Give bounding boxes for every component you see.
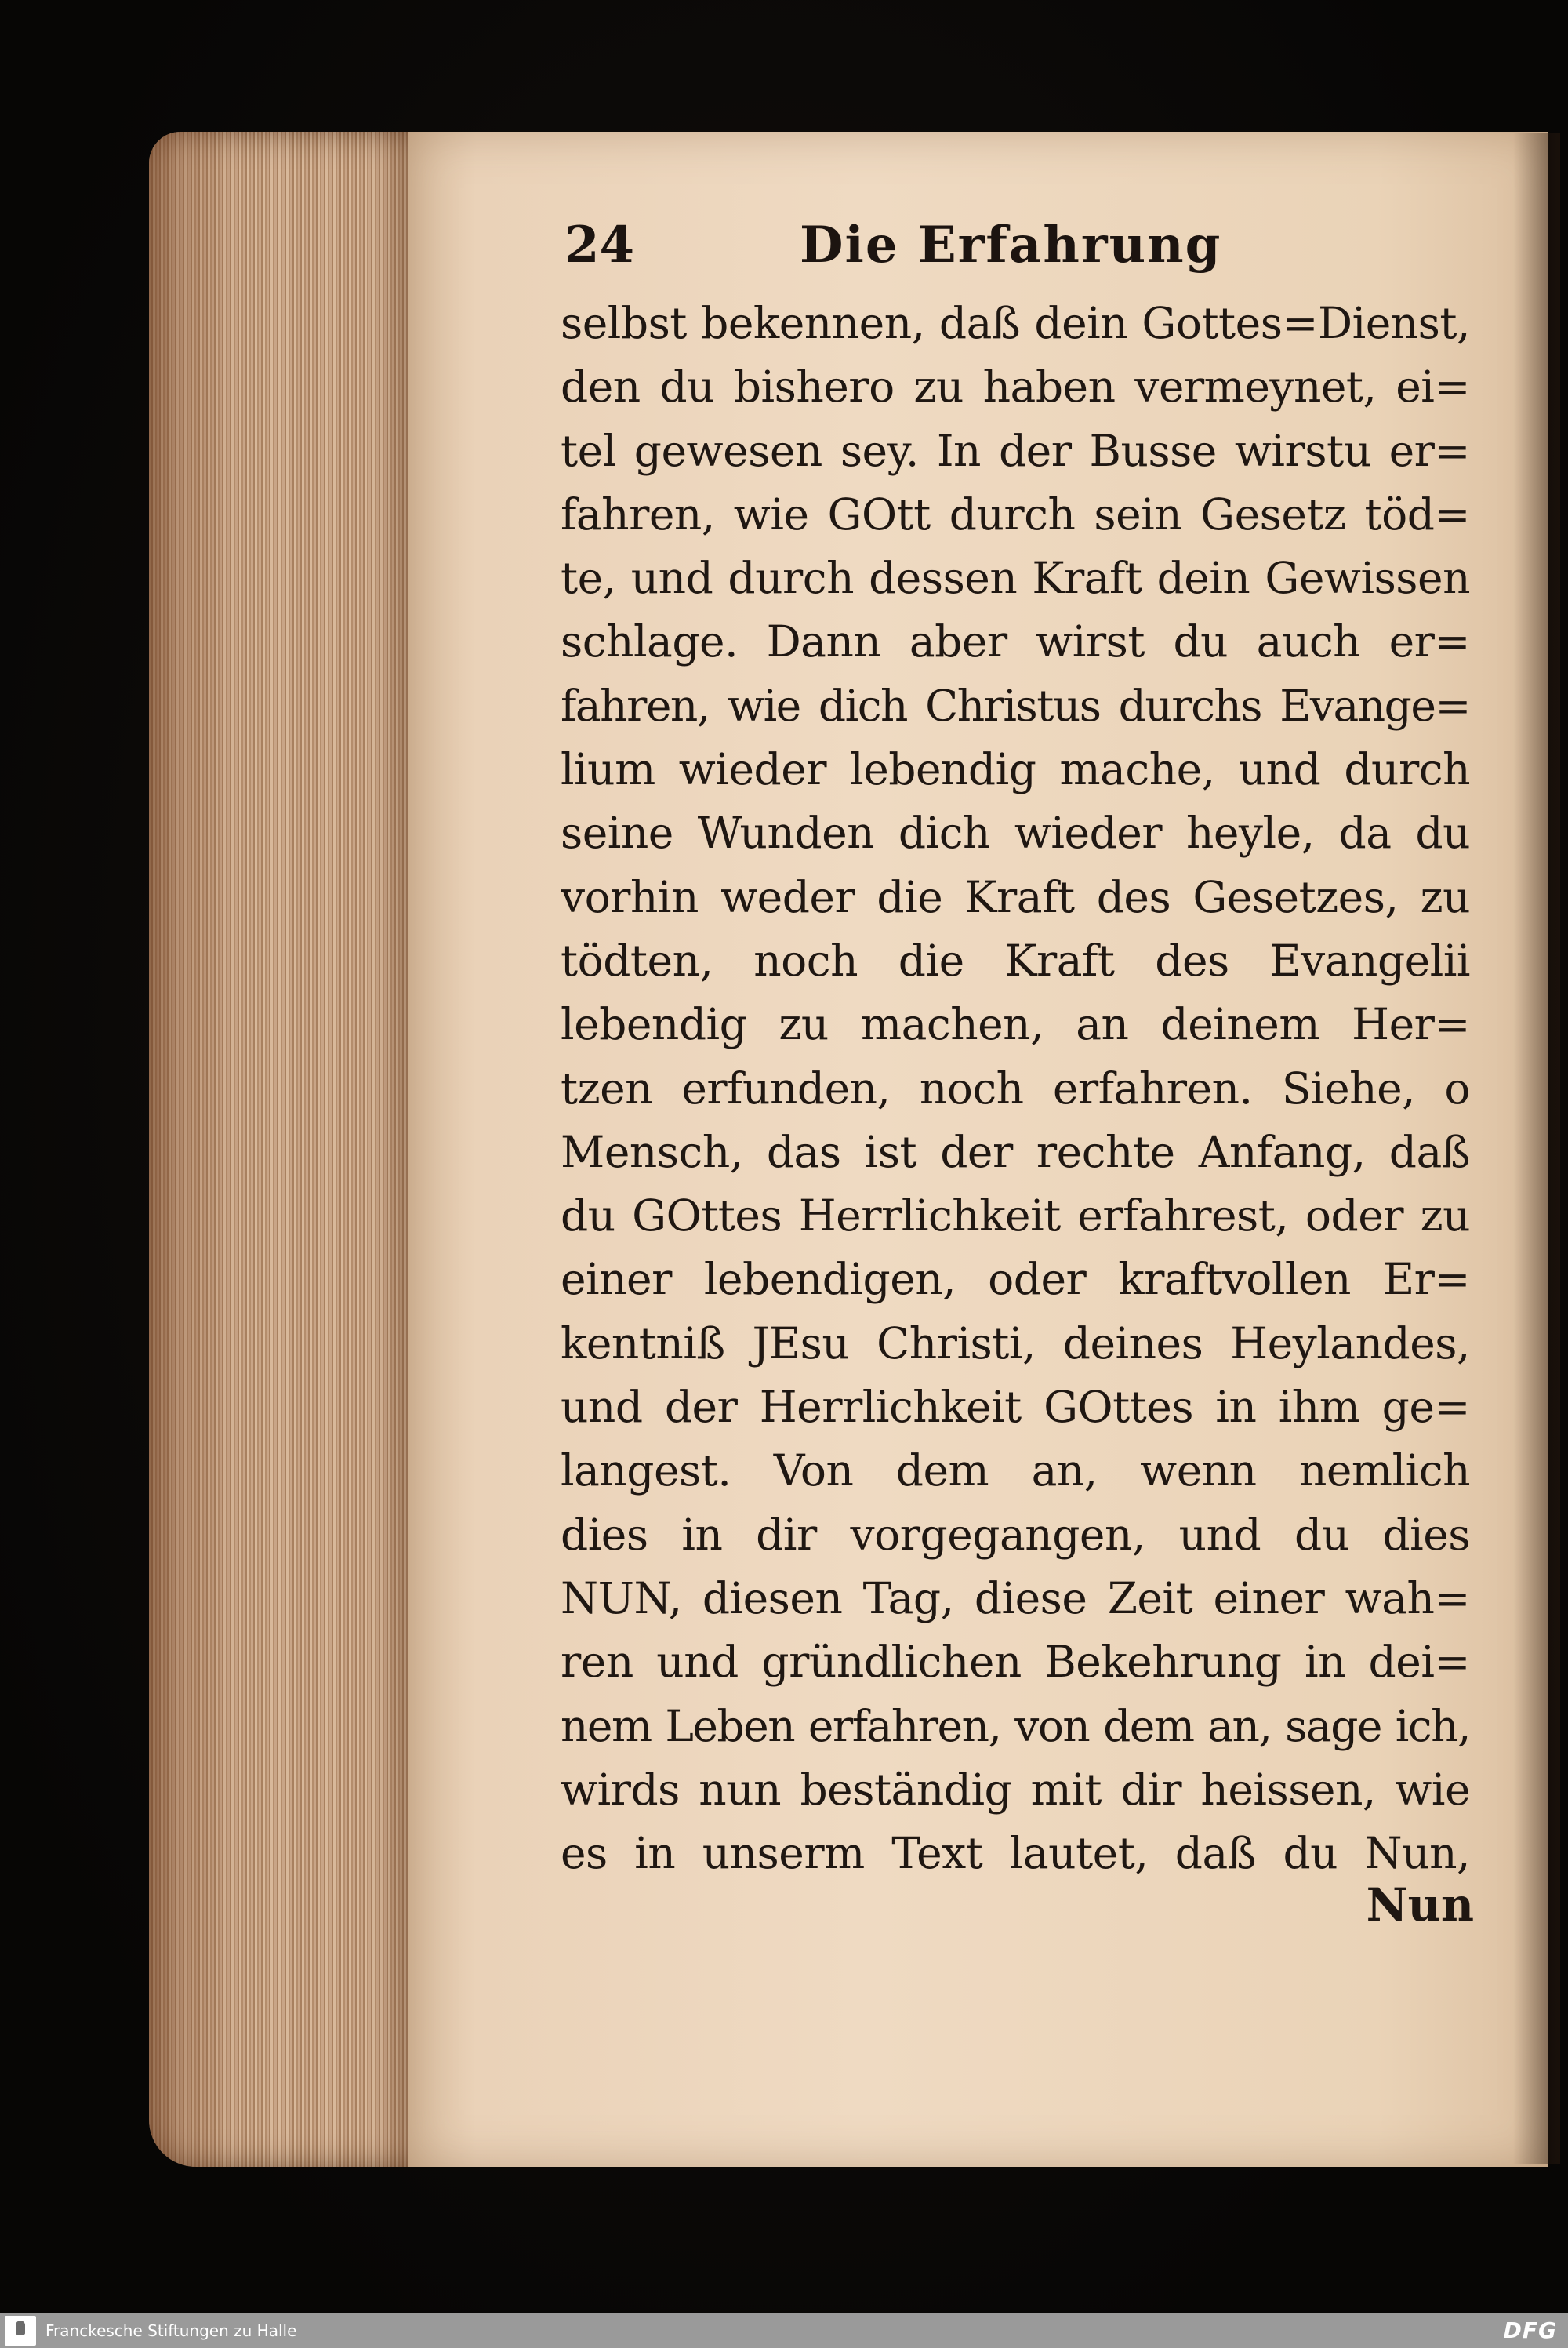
- text-line: te, und durch dessen Kraft dein Gewissen: [561, 553, 1470, 604]
- running-title: Die Erfahrung: [800, 216, 1222, 274]
- page-number: 24: [564, 216, 635, 274]
- text-line: lium wieder lebendig mache, und durch: [561, 744, 1470, 795]
- text-line: tzen erfunden, noch erfahren. Siehe, o: [561, 1063, 1470, 1114]
- text-line: selbst bekennen, daß dein Gottes=Dienst,: [561, 298, 1470, 348]
- gutter-shadow: [1513, 133, 1560, 2164]
- text-line: fahren, wie dich Christus durchs Evange=: [561, 680, 1470, 731]
- text-line: dies in dir vorgegangen, und du dies: [561, 1509, 1470, 1560]
- book-fore-edge: [149, 132, 423, 2167]
- text-line: tel gewesen sey. In der Busse wirstu er=: [561, 425, 1470, 476]
- dfg-logo: DFG: [1503, 2317, 1557, 2343]
- text-line: fahren, wie GOtt durch sein Gesetz töd=: [561, 489, 1470, 540]
- text-line: lebendig zu machen, an deinem Her=: [561, 999, 1470, 1050]
- text-line: kentniß JEsu Christi, deines Heylandes,: [561, 1318, 1470, 1368]
- footer-bar: [0, 2313, 1568, 2348]
- text-line: tödten, noch die Kraft des Evangelii: [561, 935, 1470, 986]
- text-line: ren und gründlichen Bekehrung in dei=: [561, 1637, 1470, 1688]
- text-line: den du bishero zu haben vermeynet, ei=: [561, 362, 1470, 413]
- text-line: vorhin weder die Kraft des Gesetzes, zu: [561, 871, 1470, 922]
- catchword: Nun: [1366, 1878, 1474, 1932]
- text-line: es in unserm Text lautet, daß du Nun,: [561, 1828, 1470, 1879]
- text-line: du GOttes Herrlichkeit erfahrest, oder zu: [561, 1190, 1470, 1241]
- text-line: nem Leben erfahren, von dem an, sage ich,: [561, 1700, 1470, 1751]
- running-head: [564, 208, 1270, 294]
- text-line: seine Wunden dich wieder heyle, da du: [561, 808, 1470, 859]
- text-line: langest. Von dem an, wenn nemlich: [561, 1445, 1470, 1496]
- body-text: [561, 292, 1470, 1885]
- institution-logo-icon: [5, 2316, 36, 2346]
- text-line: Mensch, das ist der rechte Anfang, daß: [561, 1126, 1470, 1177]
- text-line: NUN, diesen Tag, diese Zeit einer wah=: [561, 1572, 1470, 1623]
- text-line: wirds nun beständig mit dir heissen, wie: [561, 1764, 1470, 1815]
- text-line: schlage. Dann aber wirst du auch er=: [561, 616, 1470, 667]
- text-line: einer lebendigen, oder kraftvollen Er=: [561, 1254, 1470, 1305]
- institution-label: Franckesche Stiftungen zu Halle: [45, 2321, 297, 2340]
- text-line: und der Herrlichkeit GOttes in ihm ge=: [561, 1382, 1470, 1433]
